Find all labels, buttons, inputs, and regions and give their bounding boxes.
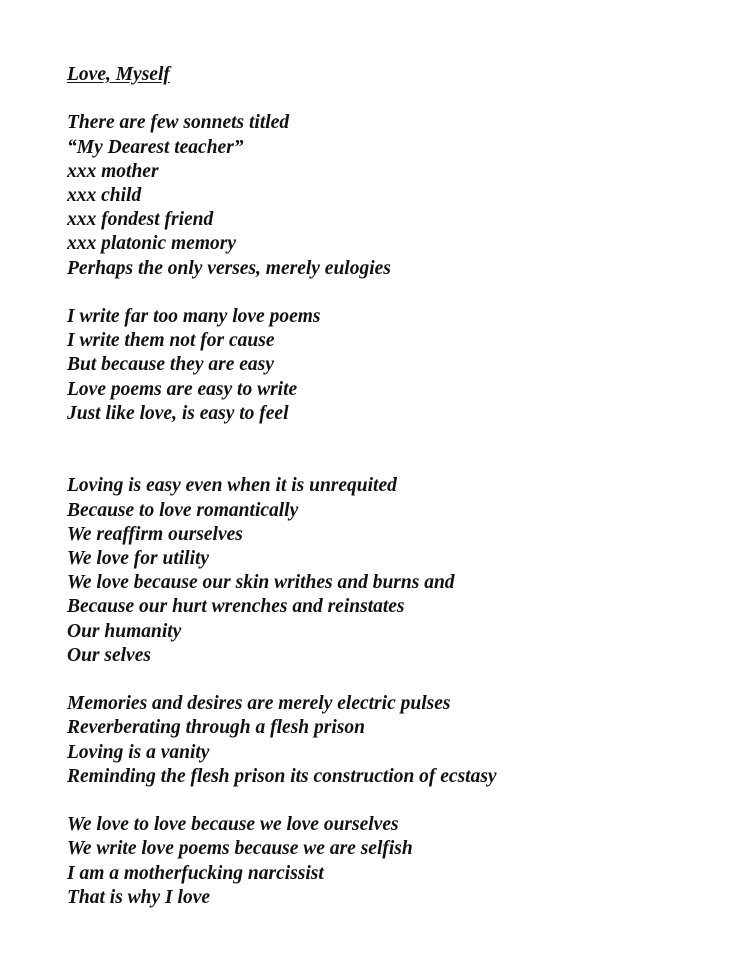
poem-line: xxx child bbox=[67, 185, 142, 206]
poem-line: We love because our skin writhes and burns and bbox=[67, 572, 455, 594]
poem-line: Loving is a vanity bbox=[67, 741, 210, 763]
stanza-4 bbox=[67, 692, 707, 789]
poem-line: xxx fondest friend bbox=[67, 209, 214, 231]
stanza-3 bbox=[67, 474, 707, 668]
stanza-1 bbox=[67, 111, 707, 280]
poem-line: We love for utility bbox=[67, 548, 210, 570]
poem-line: Reverberating through a flesh prison bbox=[67, 717, 365, 739]
poem-line: Reminding the flesh prison its construction of ecstasy bbox=[67, 765, 497, 787]
poem bbox=[67, 63, 707, 934]
stanza-5 bbox=[67, 813, 707, 910]
poem-line: We reaffirm ourselves bbox=[67, 523, 243, 545]
poem-line: That is why I love bbox=[67, 886, 211, 908]
poem-line: Love poems are easy to write bbox=[67, 378, 298, 400]
poem-line: Loving is easy even when it is unrequited bbox=[67, 475, 397, 497]
poem-line: xxx mother bbox=[67, 160, 159, 182]
poem-line: I am a motherfucking narcissist bbox=[67, 862, 324, 884]
poem-line: Because our hurt wrenches and reinstates bbox=[67, 596, 405, 618]
poem-line: But because they are easy bbox=[67, 354, 274, 376]
poem-line: “My Dearest teacher” bbox=[67, 136, 244, 158]
poem-line: I write them not for cause bbox=[67, 330, 275, 352]
poem-line: We love to love because we love ourselves bbox=[67, 814, 399, 836]
poem-line: Memories and desires are merely electric pulses bbox=[67, 693, 451, 715]
stanza-2 bbox=[67, 305, 707, 426]
poem-line: Our selves bbox=[67, 644, 151, 666]
poem-line: We write love poems because we are selfish bbox=[67, 838, 413, 860]
poem-title: Love, Myself bbox=[67, 64, 170, 85]
poem-line: Our humanity bbox=[67, 620, 182, 642]
poem-line: xxx platonic memory bbox=[67, 233, 236, 255]
poem-line: Perhaps the only verses, merely eulogies bbox=[67, 257, 391, 279]
poem-line: There are few sonnets titled bbox=[67, 112, 290, 134]
poem-line: Because to love romantically bbox=[67, 499, 299, 521]
poem-line: I write far too many love poems bbox=[67, 306, 321, 327]
poem-line: Just like love, is easy to feel bbox=[67, 402, 289, 424]
